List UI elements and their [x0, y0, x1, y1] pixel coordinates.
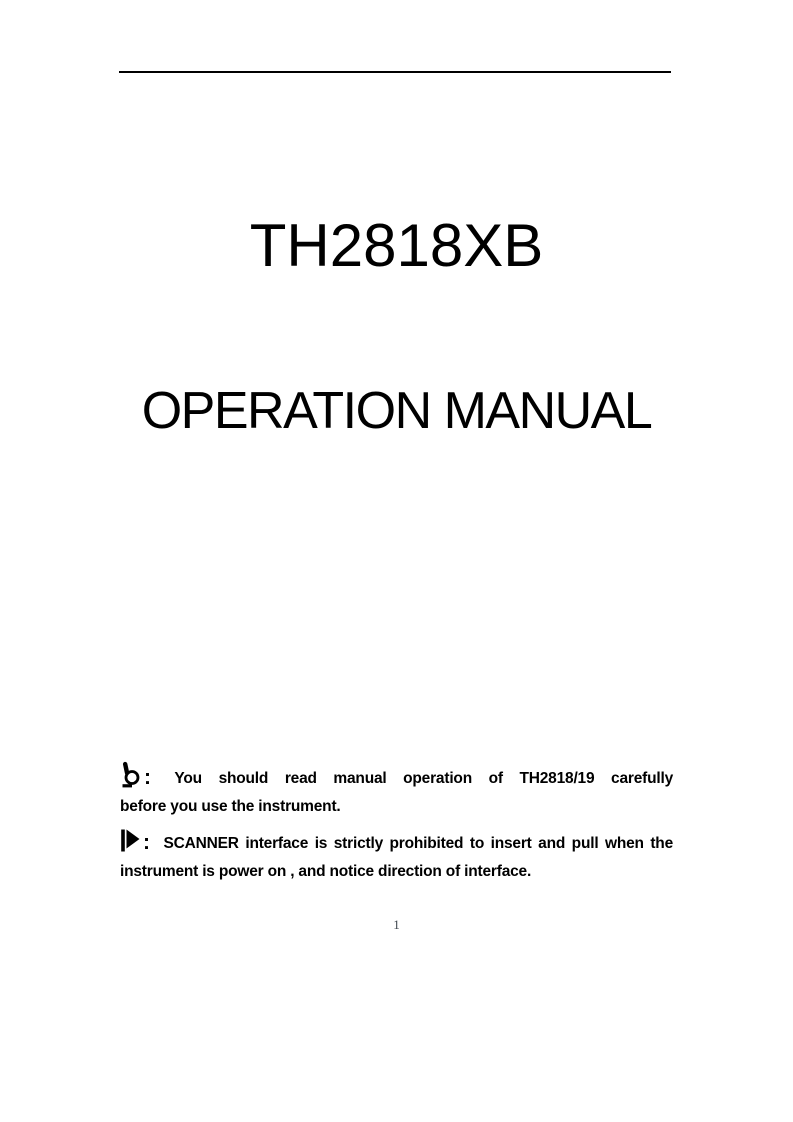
page-subtitle: OPERATION MANUAL: [141, 382, 652, 440]
flag-icon: [120, 828, 140, 853]
notes-section: [120, 761, 673, 893]
note-first-line: [120, 761, 673, 793]
note-text-line: SCANNER interface is strictly prohibited to insert and pull when the: [163, 835, 673, 852]
header-rule: [119, 71, 671, 73]
note-scanner-warning: [120, 828, 673, 886]
note-read-manual: [120, 761, 673, 821]
note-text-line: instrument is power on , and notice direction of interface.: [120, 863, 532, 880]
page-number: 1: [393, 917, 400, 932]
page-title: TH2818XB: [249, 212, 544, 279]
note-colon: :: [143, 831, 150, 854]
note-colon: :: [144, 766, 151, 789]
note-text-line: before you use the instrument.: [120, 798, 341, 815]
pointing-hand-icon: [120, 761, 141, 788]
note-first-line: [120, 828, 673, 858]
note-text-line: You should read manual operation of TH2818/19 carefully: [174, 770, 674, 787]
